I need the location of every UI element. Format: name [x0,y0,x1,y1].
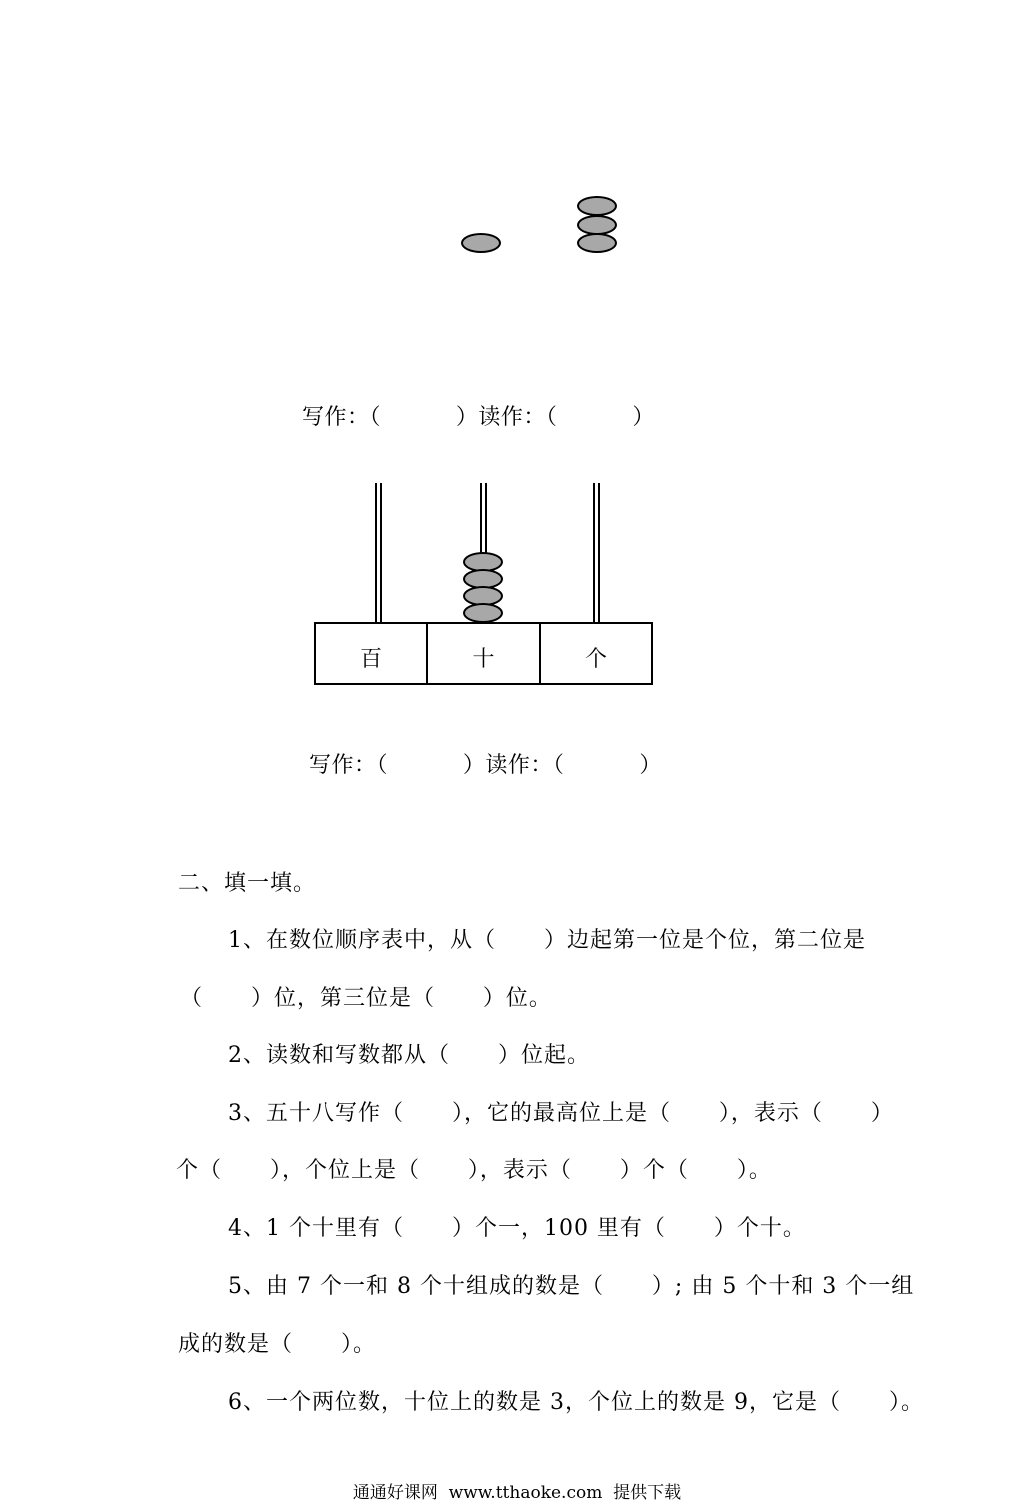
question-2: 2、读数和写数都从（ ）位起。 [228,1043,590,1068]
question-5-line-1: 5、由 7 个一和 8 个十组成的数是（ ）; 由 5 个十和 3 个一组 [228,1274,915,1299]
question-6: 6、一个两位数，十位上的数是 3，个位上的数是 9，它是（ ）。 [228,1390,924,1415]
place-label-hundreds: 百 [314,622,428,685]
question-4: 4、1 个十里有（ ）个一，100 里有（ ）个十。 [228,1216,806,1241]
abacus-2-bead-tens-4 [463,603,503,623]
question-3-line-1: 3、五十八写作（ ），它的最高位上是（ ），表示（ ） [228,1101,894,1126]
footer-credit: 通通好课网 www.tthaoke.com 提供下载 [352,1483,682,1503]
abacus-1-bead-right-3 [577,233,617,253]
section-heading: 二、填一填。 [178,871,317,896]
abacus-1-bead-left-1 [461,233,501,253]
abacus-1-fill-line: 写作：（ ）读作：（ ） [302,405,655,430]
place-label-tens: 十 [426,622,541,685]
question-3-line-2: 个（ ），个位上是（ ），表示（ ）个（ ）。 [176,1158,772,1183]
place-label-ones: 个 [539,622,653,685]
question-5-line-2: 成的数是（ ）。 [178,1332,376,1357]
abacus-2-rod-ones [593,483,600,623]
question-1-line-1: 1、在数位顺序表中，从（ ）边起第一位是个位，第二位是 [228,928,866,953]
abacus-1-bead-right-2 [577,215,617,235]
abacus-1-bead-right-1 [577,196,617,216]
abacus-2-fill-line: 写作：（ ）读作：（ ） [309,753,662,778]
question-1-line-2: （ ）位，第三位是（ ）位。 [180,986,552,1011]
abacus-2-rod-hundreds [375,483,382,623]
